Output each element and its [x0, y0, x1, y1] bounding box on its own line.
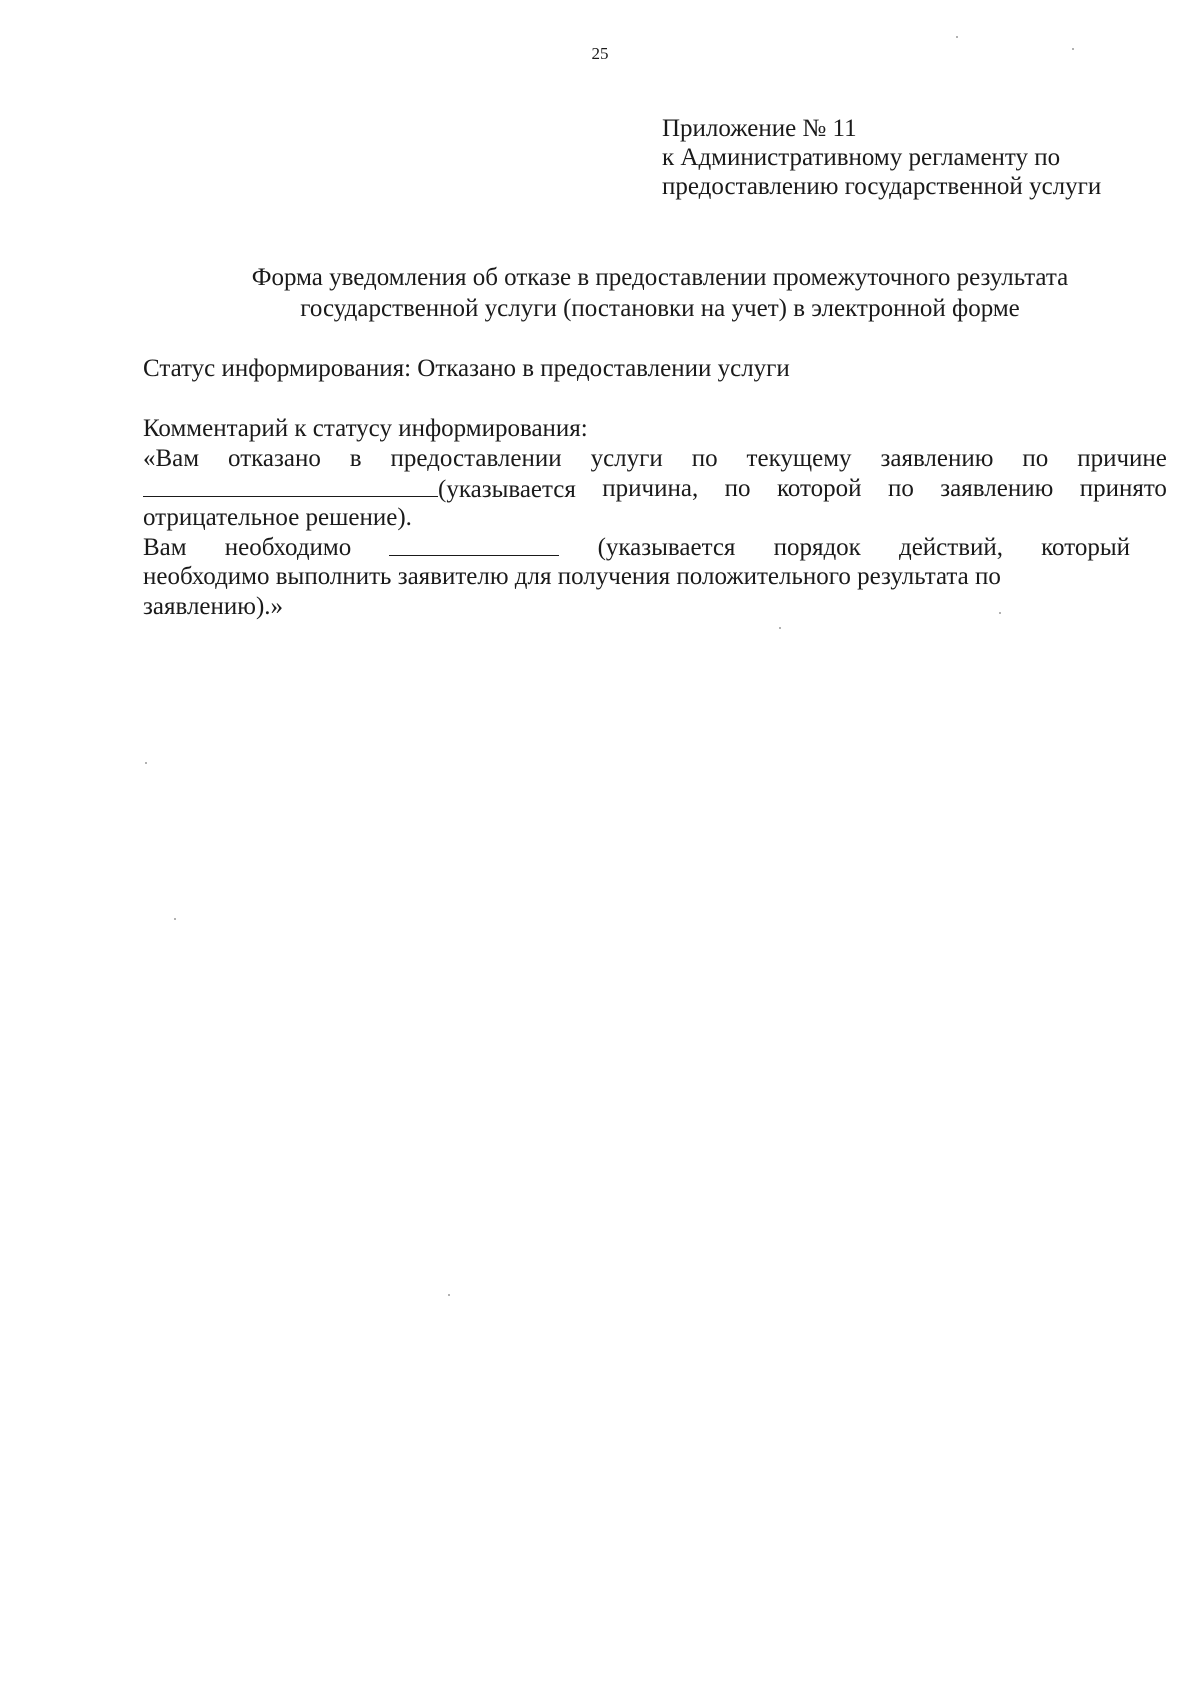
- word: в: [349, 445, 362, 472]
- word: заявлению: [940, 474, 1054, 502]
- status-line: Статус информирования: Отказано в предоставлении услуги: [143, 355, 790, 382]
- scan-speck: [448, 1294, 450, 1296]
- word: Вам: [143, 533, 187, 561]
- page-number: 25: [591, 44, 609, 63]
- word: «Вам: [143, 445, 200, 472]
- word: порядок: [773, 533, 861, 561]
- scan-speck: [145, 762, 147, 764]
- word: по: [691, 445, 718, 472]
- word: заявлению: [880, 445, 994, 472]
- word: отказано: [228, 445, 321, 472]
- scan-speck: [956, 36, 958, 38]
- actions-blank: [389, 533, 559, 556]
- word: действий,: [898, 533, 1004, 561]
- scan-speck: [999, 612, 1001, 614]
- word: которой: [777, 474, 862, 502]
- appendix-block: [662, 114, 1182, 201]
- form-title: [140, 262, 1180, 324]
- comment-line-6: заявлению).»: [143, 592, 284, 620]
- appendix-line-2: к Административному регламенту по: [662, 144, 1061, 171]
- word: по: [1022, 445, 1049, 472]
- word: услуги: [590, 445, 663, 472]
- comment-body: [143, 444, 1167, 621]
- word: текущему: [746, 445, 852, 472]
- word: (указывается: [438, 475, 576, 503]
- appendix-line-1: Приложение № 11: [662, 115, 857, 142]
- word: принято: [1079, 474, 1167, 502]
- appendix-line-3: предоставлению государственной услуги: [662, 173, 1102, 200]
- reason-blank: [143, 474, 438, 497]
- word: предоставлении: [390, 445, 562, 472]
- comment-line-5: необходимо выполнить заявителю для получения положительного результата по: [143, 563, 1001, 590]
- word: необходимо: [224, 533, 352, 561]
- word: по: [887, 474, 914, 502]
- word: причине: [1077, 445, 1167, 472]
- form-title-line-2: государственной услуги (постановки на учет) в электронной форме: [300, 295, 1020, 322]
- comment-line-1: [143, 444, 1167, 474]
- word: по: [724, 474, 751, 502]
- word: (указывается: [597, 533, 736, 561]
- comment-line-3: отрицательное решение).: [143, 504, 412, 531]
- form-title-line-1: Форма уведомления об отказе в предоставлении промежуточного результата: [251, 264, 1069, 291]
- comment-line-4: [143, 533, 1130, 563]
- word: который: [1041, 533, 1130, 561]
- scan-speck: [174, 918, 176, 920]
- scan-speck: [779, 627, 781, 629]
- comment-line-2: [143, 474, 1167, 504]
- scan-speck: [1072, 48, 1074, 50]
- comment-heading: Комментарий к статусу информирования:: [143, 415, 588, 442]
- word: причина,: [602, 474, 699, 502]
